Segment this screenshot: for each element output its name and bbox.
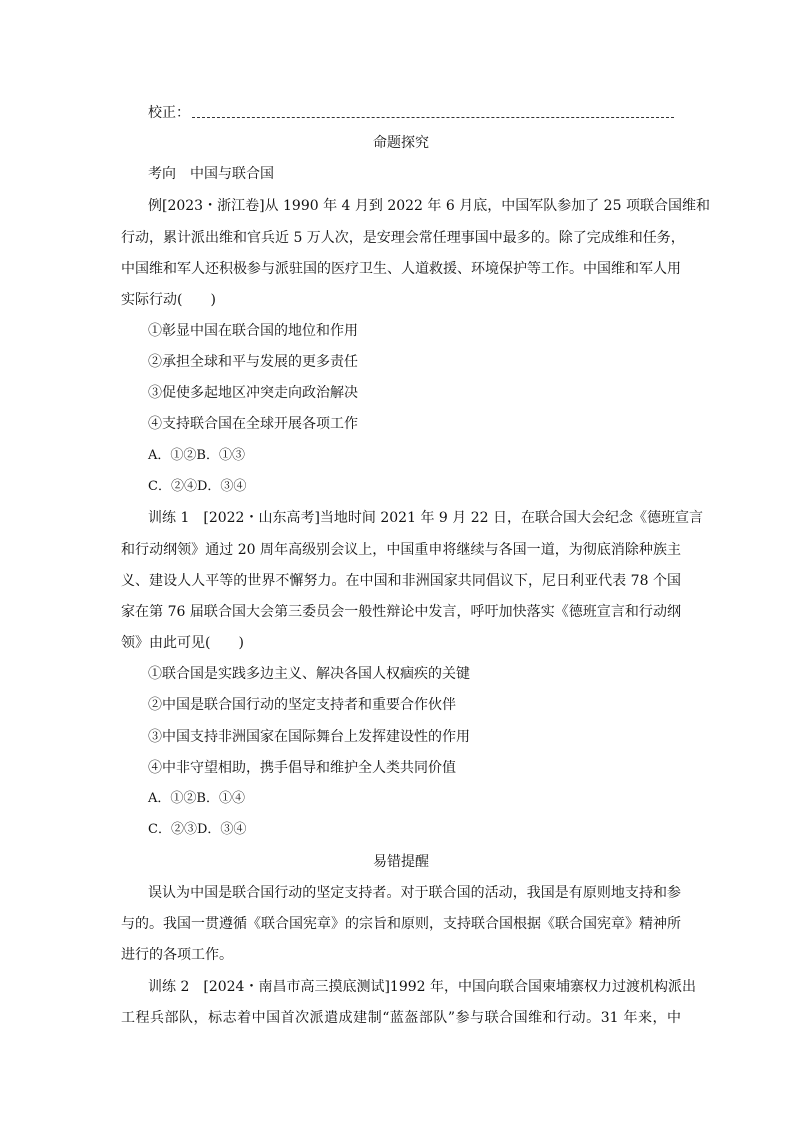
exercise1-item-1: ①联合国是实践多边主义、解决各国人权痼疾的关键 bbox=[148, 666, 470, 682]
exercise2-line-2: 工程兵部队，标志着中国首次派遣成建制“蓝盔部队”参与联合国维和行动。31 年来，中 bbox=[121, 1010, 681, 1026]
mistake-line-1: 误认为中国是联合国行动的坚定支持者。对于联合国的活动，我国是有原则地支持和参 bbox=[148, 885, 681, 901]
mistake-line-2: 与的。我国一贯遵循《联合国宪章》的宗旨和原则，支持联合国根据《联合国宪章》精神所 bbox=[121, 916, 681, 932]
example-line-2: 行动，累计派出维和官兵近 5 万人次，是安理会常任理事国中最多的。除了完成维和任务， bbox=[121, 230, 685, 246]
exercise1-line-4: 家在第 76 届联合国大会第三委员会一般性辩论中发言，呼吁加快落实《德班宣言和行动纲 bbox=[121, 604, 681, 620]
example-item-1: ①彰显中国在联合国的地位和作用 bbox=[148, 323, 358, 339]
exercise2-line-1: 训练 2 [2024・南昌市高三摸底测试]1992 年，中国向联合国柬埔寨权力过渡机构派出 bbox=[148, 979, 696, 995]
example-item-2: ②承担全球和平与发展的更多责任 bbox=[148, 354, 358, 370]
example-item-4: ④支持联合国在全球开展各项工作 bbox=[148, 416, 358, 432]
proofread-blank-line bbox=[192, 117, 674, 118]
example-line-1: 例[2023・浙江卷]从 1990 年 4 月到 2022 年 6 月底，中国军队参加了 25 项联合国维和 bbox=[148, 198, 710, 214]
example-item-3: ③促使多起地区冲突走向政治解决 bbox=[148, 385, 358, 401]
section-title-proposition: 命题探究 bbox=[373, 135, 429, 151]
topic-heading: 考向 中国与联合国 bbox=[148, 166, 274, 182]
exercise1-line-3: 义、建设人人平等的世界不懈努力。在中国和非洲国家共同倡议下，尼日利亚代表 78 个国 bbox=[121, 573, 681, 589]
exercise1-line-1: 训练 1 [2022・山东高考]当地时间 2021 年 9 月 22 日，在联合国大会纪念《德班宣言 bbox=[148, 510, 703, 526]
exercise1-line-5: 领》由此可见( ) bbox=[121, 635, 244, 651]
mistake-line-3: 进行的各项工作。 bbox=[121, 947, 233, 963]
exercise1-item-4: ④中非守望相助，携手倡导和维护全人类共同价值 bbox=[148, 760, 456, 776]
example-options-2: C．②④D．③④ bbox=[148, 479, 247, 494]
exercise1-options-1: A．①②B．①④ bbox=[148, 791, 245, 806]
example-options-1: A．①②B．①③ bbox=[148, 448, 245, 463]
proofread-label: 校正： bbox=[148, 105, 190, 121]
exercise1-item-2: ②中国是联合国行动的坚定支持者和重要合作伙伴 bbox=[148, 697, 456, 713]
example-line-4: 实际行动( ) bbox=[121, 292, 216, 308]
exercise1-line-2: 和行动纲领》通过 20 周年高级别会议上，中国重申将继续与各国一道，为彻底消除种族主 bbox=[121, 542, 681, 558]
example-line-3: 中国维和军人还积极参与派驻国的医疗卫生、人道救援、环境保护等工作。中国维和军人用 bbox=[121, 261, 681, 277]
exercise1-options-2: C．②③D．③④ bbox=[148, 822, 247, 837]
section-title-common-mistakes: 易错提醒 bbox=[373, 854, 429, 870]
exercise1-item-3: ③中国支持非洲国家在国际舞台上发挥建设性的作用 bbox=[148, 729, 470, 745]
